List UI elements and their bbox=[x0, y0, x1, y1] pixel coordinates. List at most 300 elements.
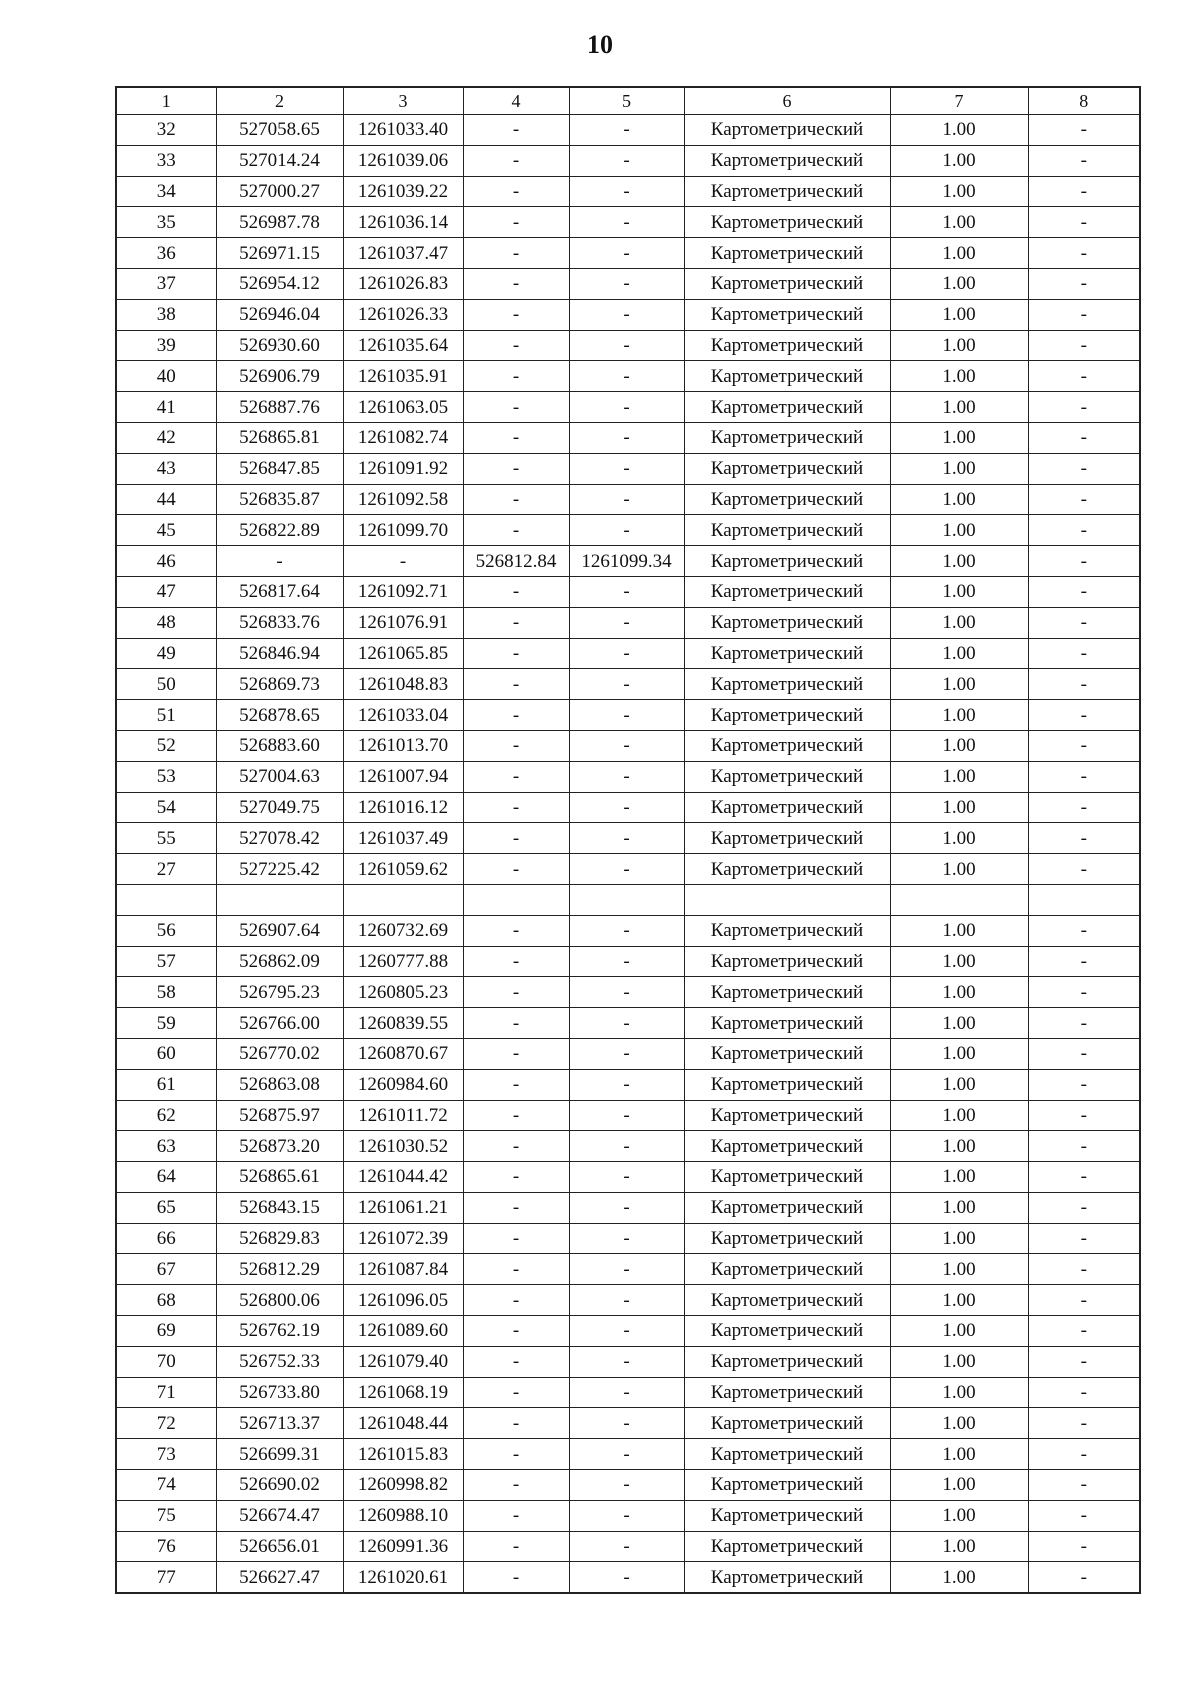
cell-col-1: 48 bbox=[116, 607, 216, 638]
cell-col-3: 1261016.12 bbox=[343, 792, 463, 823]
cell-col-4 bbox=[463, 884, 569, 915]
cell-col-6: Картометрический bbox=[684, 1377, 890, 1408]
cell-col-2: 526875.97 bbox=[216, 1100, 343, 1131]
cell-col-4: - bbox=[463, 761, 569, 792]
cell-col-7: 1.00 bbox=[890, 238, 1028, 269]
cell-col-8: - bbox=[1028, 330, 1140, 361]
cell-col-4: - bbox=[463, 1131, 569, 1162]
table-row bbox=[116, 576, 1140, 607]
cell-col-7: 1.00 bbox=[890, 1500, 1028, 1531]
cell-col-2: 526766.00 bbox=[216, 1008, 343, 1039]
cell-col-4: - bbox=[463, 299, 569, 330]
cell-col-2: 526869.73 bbox=[216, 669, 343, 700]
cell-col-5: - bbox=[569, 1254, 684, 1285]
table-body bbox=[116, 115, 1140, 1594]
cell-col-8: - bbox=[1028, 1131, 1140, 1162]
cell-col-7: 1.00 bbox=[890, 1069, 1028, 1100]
cell-col-4: - bbox=[463, 1408, 569, 1439]
cell-col-4: - bbox=[463, 361, 569, 392]
cell-col-7: 1.00 bbox=[890, 1408, 1028, 1439]
cell-col-7: 1.00 bbox=[890, 145, 1028, 176]
cell-col-4: - bbox=[463, 268, 569, 299]
cell-col-4: - bbox=[463, 515, 569, 546]
cell-col-8: - bbox=[1028, 977, 1140, 1008]
cell-col-5: - bbox=[569, 576, 684, 607]
cell-col-3: 1261035.91 bbox=[343, 361, 463, 392]
cell-col-1: 77 bbox=[116, 1562, 216, 1593]
cell-col-7: 1.00 bbox=[890, 1377, 1028, 1408]
cell-col-1: 49 bbox=[116, 638, 216, 669]
cell-col-5: - bbox=[569, 638, 684, 669]
cell-col-5: 1261099.34 bbox=[569, 546, 684, 577]
cell-col-1: 32 bbox=[116, 115, 216, 146]
cell-col-4: - bbox=[463, 1439, 569, 1470]
cell-col-7: 1.00 bbox=[890, 700, 1028, 731]
table-row bbox=[116, 330, 1140, 361]
cell-col-7: 1.00 bbox=[890, 1470, 1028, 1501]
table-row bbox=[116, 515, 1140, 546]
cell-col-3: 1261013.70 bbox=[343, 730, 463, 761]
cell-col-7: 1.00 bbox=[890, 915, 1028, 946]
cell-col-8: - bbox=[1028, 1500, 1140, 1531]
cell-col-2: 526887.76 bbox=[216, 392, 343, 423]
cell-col-3: 1260988.10 bbox=[343, 1500, 463, 1531]
cell-col-2: 526873.20 bbox=[216, 1131, 343, 1162]
table-row bbox=[116, 1223, 1140, 1254]
cell-col-6: Картометрический bbox=[684, 1500, 890, 1531]
cell-col-8: - bbox=[1028, 946, 1140, 977]
cell-col-1: 63 bbox=[116, 1131, 216, 1162]
cell-col-2: 526713.37 bbox=[216, 1408, 343, 1439]
cell-col-8: - bbox=[1028, 1562, 1140, 1593]
table-row bbox=[116, 422, 1140, 453]
cell-col-3: 1261087.84 bbox=[343, 1254, 463, 1285]
cell-col-1: 62 bbox=[116, 1100, 216, 1131]
cell-col-8: - bbox=[1028, 1008, 1140, 1039]
cell-col-6: Картометрический bbox=[684, 1316, 890, 1347]
cell-col-1: 75 bbox=[116, 1500, 216, 1531]
cell-col-6: Картометрический bbox=[684, 145, 890, 176]
cell-col-2: 526752.33 bbox=[216, 1346, 343, 1377]
header-col-8: 8 bbox=[1028, 87, 1140, 115]
cell-col-6: Картометрический bbox=[684, 299, 890, 330]
table-row bbox=[116, 1069, 1140, 1100]
cell-col-4: - bbox=[463, 422, 569, 453]
cell-col-6: Картометрический bbox=[684, 392, 890, 423]
cell-col-3: 1261044.42 bbox=[343, 1162, 463, 1193]
cell-col-4: - bbox=[463, 730, 569, 761]
cell-col-5: - bbox=[569, 1562, 684, 1593]
cell-col-3: 1261037.49 bbox=[343, 823, 463, 854]
cell-col-1: 59 bbox=[116, 1008, 216, 1039]
cell-col-1: 68 bbox=[116, 1285, 216, 1316]
cell-col-4: - bbox=[463, 330, 569, 361]
cell-col-7: 1.00 bbox=[890, 823, 1028, 854]
header-row bbox=[116, 87, 1140, 115]
cell-col-7: 1.00 bbox=[890, 1162, 1028, 1193]
table-row bbox=[116, 730, 1140, 761]
cell-col-8: - bbox=[1028, 1223, 1140, 1254]
table-row bbox=[116, 115, 1140, 146]
cell-col-5: - bbox=[569, 1131, 684, 1162]
cell-col-7: 1.00 bbox=[890, 422, 1028, 453]
cell-col-6: Картометрический bbox=[684, 1254, 890, 1285]
cell-col-8: - bbox=[1028, 207, 1140, 238]
cell-col-6: Картометрический bbox=[684, 422, 890, 453]
cell-col-1: 73 bbox=[116, 1439, 216, 1470]
cell-col-8: - bbox=[1028, 1254, 1140, 1285]
table-row bbox=[116, 638, 1140, 669]
cell-col-8: - bbox=[1028, 638, 1140, 669]
cell-col-7: 1.00 bbox=[890, 299, 1028, 330]
cell-col-5: - bbox=[569, 854, 684, 885]
cell-col-7: 1.00 bbox=[890, 1439, 1028, 1470]
cell-col-3: 1261059.62 bbox=[343, 854, 463, 885]
header-col-4: 4 bbox=[463, 87, 569, 115]
cell-col-3: 1261063.05 bbox=[343, 392, 463, 423]
cell-col-3: 1261089.60 bbox=[343, 1316, 463, 1347]
cell-col-5: - bbox=[569, 330, 684, 361]
cell-col-6: Картометрический bbox=[684, 1223, 890, 1254]
cell-col-1: 51 bbox=[116, 700, 216, 731]
cell-col-6: Картометрический bbox=[684, 1131, 890, 1162]
cell-col-6: Картометрический bbox=[684, 1038, 890, 1069]
cell-col-4: 526812.84 bbox=[463, 546, 569, 577]
cell-col-5: - bbox=[569, 1162, 684, 1193]
cell-col-5: - bbox=[569, 792, 684, 823]
table-row bbox=[116, 1038, 1140, 1069]
cell-col-7: 1.00 bbox=[890, 268, 1028, 299]
cell-col-1: 65 bbox=[116, 1192, 216, 1223]
cell-col-2 bbox=[216, 884, 343, 915]
cell-col-8: - bbox=[1028, 669, 1140, 700]
table-row bbox=[116, 238, 1140, 269]
cell-col-8: - bbox=[1028, 1192, 1140, 1223]
cell-col-7: 1.00 bbox=[890, 1346, 1028, 1377]
cell-col-8: - bbox=[1028, 361, 1140, 392]
cell-col-8: - bbox=[1028, 1408, 1140, 1439]
cell-col-4: - bbox=[463, 607, 569, 638]
cell-col-4: - bbox=[463, 1192, 569, 1223]
cell-col-4: - bbox=[463, 1531, 569, 1562]
cell-col-4: - bbox=[463, 946, 569, 977]
cell-col-6: Картометрический bbox=[684, 946, 890, 977]
cell-col-1: 39 bbox=[116, 330, 216, 361]
cell-col-1: 53 bbox=[116, 761, 216, 792]
cell-col-7: 1.00 bbox=[890, 1316, 1028, 1347]
cell-col-4: - bbox=[463, 1254, 569, 1285]
cell-col-2: 527078.42 bbox=[216, 823, 343, 854]
cell-col-3: 1261068.19 bbox=[343, 1377, 463, 1408]
cell-col-6: Картометрический bbox=[684, 207, 890, 238]
cell-col-3 bbox=[343, 884, 463, 915]
cell-col-7: 1.00 bbox=[890, 484, 1028, 515]
cell-col-6: Картометрический bbox=[684, 1162, 890, 1193]
cell-col-5: - bbox=[569, 1470, 684, 1501]
cell-col-5: - bbox=[569, 145, 684, 176]
cell-col-2: 526829.83 bbox=[216, 1223, 343, 1254]
table-row bbox=[116, 207, 1140, 238]
cell-col-7: 1.00 bbox=[890, 576, 1028, 607]
cell-col-6: Картометрический bbox=[684, 361, 890, 392]
table-row bbox=[116, 361, 1140, 392]
cell-col-5: - bbox=[569, 1008, 684, 1039]
table-row bbox=[116, 1254, 1140, 1285]
table-row bbox=[116, 268, 1140, 299]
cell-col-6: Картометрический bbox=[684, 730, 890, 761]
cell-col-2: 526800.06 bbox=[216, 1285, 343, 1316]
cell-col-8: - bbox=[1028, 792, 1140, 823]
cell-col-8: - bbox=[1028, 484, 1140, 515]
cell-col-6: Картометрический bbox=[684, 176, 890, 207]
cell-col-3: 1261039.22 bbox=[343, 176, 463, 207]
cell-col-8: - bbox=[1028, 1531, 1140, 1562]
page-number: 10 bbox=[587, 30, 613, 59]
cell-col-1: 72 bbox=[116, 1408, 216, 1439]
cell-col-2: 526954.12 bbox=[216, 268, 343, 299]
cell-col-1: 36 bbox=[116, 238, 216, 269]
cell-col-2: 526865.81 bbox=[216, 422, 343, 453]
cell-col-8: - bbox=[1028, 1285, 1140, 1316]
cell-col-7: 1.00 bbox=[890, 1008, 1028, 1039]
cell-col-2: 526817.64 bbox=[216, 576, 343, 607]
cell-col-7: 1.00 bbox=[890, 361, 1028, 392]
cell-col-7: 1.00 bbox=[890, 115, 1028, 146]
cell-col-3: 1261092.71 bbox=[343, 576, 463, 607]
cell-col-1: 35 bbox=[116, 207, 216, 238]
cell-col-4: - bbox=[463, 176, 569, 207]
cell-col-5: - bbox=[569, 268, 684, 299]
cell-col-8: - bbox=[1028, 1038, 1140, 1069]
cell-col-3: 1261033.40 bbox=[343, 115, 463, 146]
cell-col-2: 526690.02 bbox=[216, 1470, 343, 1501]
cell-col-3: 1261079.40 bbox=[343, 1346, 463, 1377]
cell-col-4: - bbox=[463, 207, 569, 238]
cell-col-1: 69 bbox=[116, 1316, 216, 1347]
cell-col-8: - bbox=[1028, 453, 1140, 484]
cell-col-5: - bbox=[569, 1346, 684, 1377]
table-row bbox=[116, 792, 1140, 823]
cell-col-5: - bbox=[569, 422, 684, 453]
cell-col-8: - bbox=[1028, 115, 1140, 146]
cell-col-4: - bbox=[463, 1285, 569, 1316]
cell-col-2: 526847.85 bbox=[216, 453, 343, 484]
cell-col-2: 526699.31 bbox=[216, 1439, 343, 1470]
cell-col-5: - bbox=[569, 1439, 684, 1470]
cell-col-5: - bbox=[569, 207, 684, 238]
cell-col-3: 1260998.82 bbox=[343, 1470, 463, 1501]
cell-col-4: - bbox=[463, 1008, 569, 1039]
cell-col-3: 1261076.91 bbox=[343, 607, 463, 638]
cell-col-1: 71 bbox=[116, 1377, 216, 1408]
table-row bbox=[116, 299, 1140, 330]
cell-col-8: - bbox=[1028, 299, 1140, 330]
cell-col-1: 57 bbox=[116, 946, 216, 977]
cell-col-2: 526906.79 bbox=[216, 361, 343, 392]
cell-col-3: 1260984.60 bbox=[343, 1069, 463, 1100]
cell-col-6: Картометрический bbox=[684, 453, 890, 484]
cell-col-6: Картометрический bbox=[684, 915, 890, 946]
cell-col-8: - bbox=[1028, 1316, 1140, 1347]
cell-col-2: 526865.61 bbox=[216, 1162, 343, 1193]
cell-col-6: Картометрический bbox=[684, 515, 890, 546]
cell-col-4: - bbox=[463, 700, 569, 731]
cell-col-4: - bbox=[463, 977, 569, 1008]
cell-col-5: - bbox=[569, 1100, 684, 1131]
cell-col-2: 526835.87 bbox=[216, 484, 343, 515]
cell-col-4: - bbox=[463, 1038, 569, 1069]
cell-col-1: 70 bbox=[116, 1346, 216, 1377]
table-row bbox=[116, 453, 1140, 484]
cell-col-1: 61 bbox=[116, 1069, 216, 1100]
cell-col-8: - bbox=[1028, 576, 1140, 607]
cell-col-3: - bbox=[343, 546, 463, 577]
cell-col-5: - bbox=[569, 1377, 684, 1408]
cell-col-3: 1261030.52 bbox=[343, 1131, 463, 1162]
cell-col-4: - bbox=[463, 453, 569, 484]
cell-col-8: - bbox=[1028, 1377, 1140, 1408]
table-row bbox=[116, 546, 1140, 577]
table-row bbox=[116, 1162, 1140, 1193]
cell-col-7 bbox=[890, 884, 1028, 915]
cell-col-2: 526863.08 bbox=[216, 1069, 343, 1100]
cell-col-1: 27 bbox=[116, 854, 216, 885]
cell-col-2: 526812.29 bbox=[216, 1254, 343, 1285]
cell-col-1: 44 bbox=[116, 484, 216, 515]
cell-col-3: 1261048.44 bbox=[343, 1408, 463, 1439]
cell-col-4: - bbox=[463, 1470, 569, 1501]
cell-col-7: 1.00 bbox=[890, 1131, 1028, 1162]
cell-col-5: - bbox=[569, 1069, 684, 1100]
cell-col-5: - bbox=[569, 361, 684, 392]
cell-col-2: 526762.19 bbox=[216, 1316, 343, 1347]
table-row bbox=[116, 700, 1140, 731]
cell-col-6: Картометрический bbox=[684, 1100, 890, 1131]
cell-col-8: - bbox=[1028, 1470, 1140, 1501]
table-row bbox=[116, 392, 1140, 423]
cell-col-2: 526878.65 bbox=[216, 700, 343, 731]
cell-col-1: 41 bbox=[116, 392, 216, 423]
cell-col-3: 1260991.36 bbox=[343, 1531, 463, 1562]
table-row bbox=[116, 1470, 1140, 1501]
cell-col-1: 52 bbox=[116, 730, 216, 761]
table-row bbox=[116, 1531, 1140, 1562]
cell-col-8 bbox=[1028, 884, 1140, 915]
cell-col-1: 58 bbox=[116, 977, 216, 1008]
cell-col-5: - bbox=[569, 1038, 684, 1069]
cell-col-1: 60 bbox=[116, 1038, 216, 1069]
cell-col-1: 54 bbox=[116, 792, 216, 823]
cell-col-7: 1.00 bbox=[890, 1100, 1028, 1131]
header-col-7: 7 bbox=[890, 87, 1028, 115]
cell-col-7: 1.00 bbox=[890, 638, 1028, 669]
cell-col-5: - bbox=[569, 730, 684, 761]
cell-col-5: - bbox=[569, 669, 684, 700]
cell-col-4: - bbox=[463, 792, 569, 823]
cell-col-5: - bbox=[569, 515, 684, 546]
table-row bbox=[116, 669, 1140, 700]
cell-col-2: 526627.47 bbox=[216, 1562, 343, 1593]
cell-col-2: 526843.15 bbox=[216, 1192, 343, 1223]
cell-col-8: - bbox=[1028, 1162, 1140, 1193]
cell-col-1: 46 bbox=[116, 546, 216, 577]
cell-col-3: 1261048.83 bbox=[343, 669, 463, 700]
header-col-2: 2 bbox=[216, 87, 343, 115]
cell-col-6: Картометрический bbox=[684, 854, 890, 885]
cell-col-7: 1.00 bbox=[890, 453, 1028, 484]
cell-col-2: 526674.47 bbox=[216, 1500, 343, 1531]
table-row bbox=[116, 854, 1140, 885]
cell-col-3: 1261035.64 bbox=[343, 330, 463, 361]
cell-col-5: - bbox=[569, 946, 684, 977]
cell-col-5: - bbox=[569, 1500, 684, 1531]
cell-col-8: - bbox=[1028, 1346, 1140, 1377]
cell-col-7: 1.00 bbox=[890, 730, 1028, 761]
cell-col-1: 74 bbox=[116, 1470, 216, 1501]
header-col-3: 3 bbox=[343, 87, 463, 115]
table-row bbox=[116, 1408, 1140, 1439]
cell-col-3: 1261026.83 bbox=[343, 268, 463, 299]
cell-col-7: 1.00 bbox=[890, 1254, 1028, 1285]
cell-col-6: Картометрический bbox=[684, 1562, 890, 1593]
table-row bbox=[116, 1562, 1140, 1593]
cell-col-2: 526733.80 bbox=[216, 1377, 343, 1408]
cell-col-5: - bbox=[569, 453, 684, 484]
cell-col-4: - bbox=[463, 1162, 569, 1193]
cell-col-7: 1.00 bbox=[890, 515, 1028, 546]
cell-col-1: 45 bbox=[116, 515, 216, 546]
cell-col-6: Картометрический bbox=[684, 268, 890, 299]
cell-col-8: - bbox=[1028, 176, 1140, 207]
cell-col-3: 1261037.47 bbox=[343, 238, 463, 269]
cell-col-3: 1261099.70 bbox=[343, 515, 463, 546]
cell-col-7: 1.00 bbox=[890, 1562, 1028, 1593]
cell-col-3: 1261072.39 bbox=[343, 1223, 463, 1254]
cell-col-2: 526930.60 bbox=[216, 330, 343, 361]
cell-col-2: 527058.65 bbox=[216, 115, 343, 146]
coordinates-table bbox=[115, 86, 1141, 1594]
cell-col-3: 1261061.21 bbox=[343, 1192, 463, 1223]
cell-col-7: 1.00 bbox=[890, 669, 1028, 700]
cell-col-8: - bbox=[1028, 238, 1140, 269]
cell-col-6: Картометрический bbox=[684, 1192, 890, 1223]
cell-col-6: Картометрический bbox=[684, 576, 890, 607]
cell-col-2: 526862.09 bbox=[216, 946, 343, 977]
cell-col-4: - bbox=[463, 392, 569, 423]
cell-col-7: 1.00 bbox=[890, 761, 1028, 792]
cell-col-2: 526883.60 bbox=[216, 730, 343, 761]
cell-col-2: 526656.01 bbox=[216, 1531, 343, 1562]
cell-col-6: Картометрический bbox=[684, 638, 890, 669]
cell-col-7: 1.00 bbox=[890, 607, 1028, 638]
cell-col-8: - bbox=[1028, 515, 1140, 546]
header-col-6: 6 bbox=[684, 87, 890, 115]
table-row bbox=[116, 145, 1140, 176]
table-row bbox=[116, 946, 1140, 977]
cell-col-1: 66 bbox=[116, 1223, 216, 1254]
cell-col-6: Картометрический bbox=[684, 1470, 890, 1501]
cell-col-3: 1261036.14 bbox=[343, 207, 463, 238]
header-col-1: 1 bbox=[116, 87, 216, 115]
table-row bbox=[116, 1500, 1140, 1531]
cell-col-7: 1.00 bbox=[890, 946, 1028, 977]
cell-col-8: - bbox=[1028, 392, 1140, 423]
cell-col-4: - bbox=[463, 669, 569, 700]
cell-col-1: 37 bbox=[116, 268, 216, 299]
table-header bbox=[116, 87, 1140, 115]
table-row bbox=[116, 1316, 1140, 1347]
cell-col-3: 1261020.61 bbox=[343, 1562, 463, 1593]
